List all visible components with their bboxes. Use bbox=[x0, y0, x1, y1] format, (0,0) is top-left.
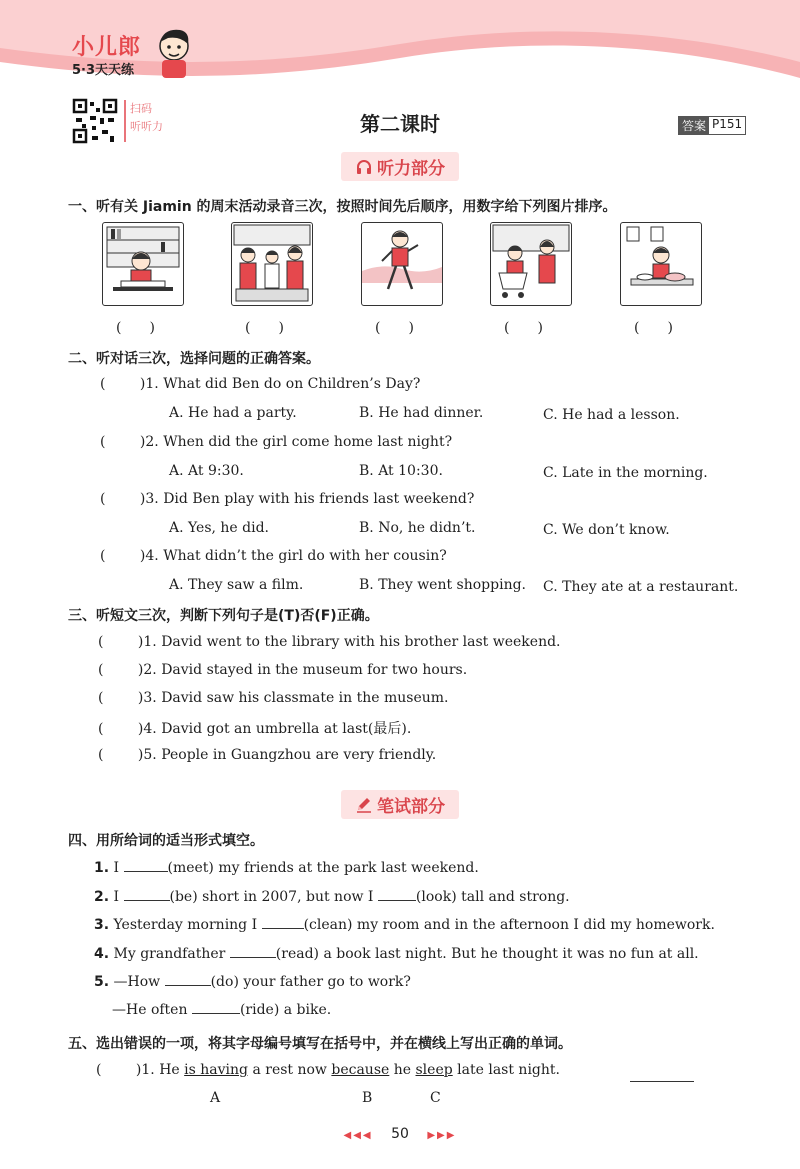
q4-item-1-text-b: my friends at the park last weekend. bbox=[213, 860, 479, 876]
q5-item-1: ( )1. He is having a rest now because he sleep late last night. bbox=[96, 1062, 560, 1078]
q5-item-1-text-d: late last night. bbox=[452, 1062, 560, 1078]
q3-item-4: ( )4. David got an umbrella at last(最后). bbox=[98, 721, 412, 737]
q4-item-1 bbox=[94, 860, 479, 876]
q4-item-4-text-b: a book last night. But he thought it was no fun at all. bbox=[319, 946, 699, 962]
q2-item-2-question: When did the girl come home last night? bbox=[163, 434, 453, 450]
q5-option-a-phrase: is having bbox=[184, 1062, 248, 1078]
picture-running-park bbox=[361, 222, 443, 306]
page-footer bbox=[0, 1126, 800, 1142]
q2-heading: 二、听对话三次，选择问题的正确答案。 bbox=[68, 351, 320, 367]
q3-item-4-number: 4. bbox=[143, 721, 162, 737]
q3-item-2-number: 2. bbox=[143, 662, 162, 678]
q2-item-4-option-c[interactable]: C. They ate at a restaurant. bbox=[543, 579, 739, 595]
writing-section-title: 笔试部分 bbox=[377, 797, 445, 817]
q5-option-c-phrase: sleep bbox=[415, 1062, 453, 1078]
scan-text: 扫码 bbox=[130, 102, 152, 115]
q4-item-2-blank-2[interactable] bbox=[378, 899, 416, 901]
q4-item-2-word-1: (be) bbox=[169, 889, 198, 905]
q5-letter-b: B bbox=[362, 1090, 373, 1106]
q1-heading: 一、听有关 Jiamin 的周末活动录音三次，按照时间先后顺序，用数字给下列图片排序。 bbox=[68, 199, 617, 215]
q4-item-1-word: (meet) bbox=[167, 860, 214, 876]
q4-item-5-reply bbox=[112, 1002, 331, 1018]
q5-item-1-number: 1. bbox=[141, 1062, 160, 1078]
page-title: 第二课时 bbox=[360, 112, 440, 136]
q4-item-2-text-c: tall and strong. bbox=[456, 889, 570, 905]
q4-item-3-text-b: my room and in the afternoon I did my homework. bbox=[352, 917, 715, 933]
q4-item-2-word-2: (look) bbox=[415, 889, 457, 905]
q4-item-4-text-a: My grandfather bbox=[109, 946, 230, 962]
q2-item-1-option-c[interactable]: C. He had a lesson. bbox=[543, 407, 680, 423]
q4-item-4-number: 4. bbox=[94, 946, 110, 962]
q4-heading: 四、用所给词的适当形式填空。 bbox=[68, 833, 264, 849]
q4-item-5-reply-text-a: —He often bbox=[112, 1002, 192, 1018]
q4-item-3 bbox=[94, 917, 715, 933]
page-number: 50 bbox=[391, 1126, 409, 1142]
q5-correction-blank[interactable] bbox=[630, 1081, 694, 1082]
q4-item-3-text-a: Yesterday morning I bbox=[109, 917, 262, 933]
q2-item-2-number: 2. bbox=[145, 434, 164, 450]
q2-item-3-number: 3. bbox=[145, 491, 164, 507]
writing-section-header bbox=[0, 790, 800, 819]
q2-item-2-option-a[interactable]: A. At 9:30. bbox=[169, 463, 244, 479]
q4-item-5-reply-word: (ride) bbox=[239, 1002, 280, 1018]
q3-item-1: ( )1. David went to the library with his brother last weekend. bbox=[98, 634, 561, 650]
q5-item-1-text-c: he bbox=[389, 1062, 416, 1078]
next-arrows-icon: ▶▶▶ bbox=[427, 1130, 457, 1141]
q4-item-5-blank[interactable] bbox=[165, 984, 211, 986]
q2-item-4-question: What didn’t the girl do with her cousin? bbox=[163, 548, 447, 564]
q5-letter-a: A bbox=[210, 1090, 221, 1106]
q2-item-2-option-c[interactable]: C. Late in the morning. bbox=[543, 465, 708, 481]
q4-item-5-text-a: —How bbox=[109, 974, 165, 990]
q4-item-1-blank[interactable] bbox=[124, 870, 168, 872]
q3-item-3-number: 3. bbox=[143, 690, 162, 706]
q4-item-5-number: 5. bbox=[94, 974, 110, 990]
q5-letter-c: C bbox=[430, 1090, 441, 1106]
q2-item-4-option-b[interactable]: B. They went shopping. bbox=[359, 577, 527, 593]
pencil-icon bbox=[355, 796, 373, 814]
answer-paren-4[interactable]: ( ) bbox=[504, 320, 543, 336]
headphones-icon bbox=[355, 158, 373, 176]
q2-item-4-number: 4. bbox=[145, 548, 164, 564]
q3-item-2: ( )2. David stayed in the museum for two hours. bbox=[98, 662, 468, 678]
q3-item-3-text: David saw his classmate in the museum. bbox=[161, 690, 449, 706]
picture-family-cinema bbox=[231, 222, 313, 306]
answer-label: 答案 bbox=[679, 117, 709, 134]
q3-item-3: ( )3. David saw his classmate in the museum. bbox=[98, 690, 449, 706]
q3-item-1-number: 1. bbox=[143, 634, 162, 650]
q4-item-1-text-a: I bbox=[109, 860, 124, 876]
q2-item-4-option-a[interactable]: A. They saw a film. bbox=[169, 577, 304, 593]
q4-item-5-reply-blank[interactable] bbox=[192, 1012, 240, 1014]
q4-item-2-number: 2. bbox=[94, 889, 110, 905]
q2-item-2: ( )2. When did the girl come home last night? bbox=[100, 434, 453, 450]
q2-item-3: ( )3. Did Ben play with his friends last weekend? bbox=[100, 491, 475, 507]
q4-item-1-number: 1. bbox=[94, 860, 110, 876]
q5-option-b-phrase: because bbox=[331, 1062, 390, 1078]
q4-item-4-blank[interactable] bbox=[230, 956, 276, 958]
q3-item-5: ( )5. People in Guangzhou are very friendly. bbox=[98, 747, 437, 763]
listen-text: 听听力 bbox=[130, 120, 163, 133]
listening-section-title: 听力部分 bbox=[377, 159, 445, 179]
answer-paren-2[interactable]: ( ) bbox=[245, 320, 284, 336]
q3-item-5-number: 5. bbox=[143, 747, 162, 763]
q4-item-2 bbox=[94, 889, 570, 905]
q4-item-2-text-a: I bbox=[109, 889, 124, 905]
q3-item-4-text: David got an umbrella at last(最后). bbox=[161, 721, 412, 737]
q2-item-1-question: What did Ben do on Children’s Day? bbox=[163, 376, 421, 392]
picture-restaurant bbox=[620, 222, 702, 306]
answer-paren-1[interactable]: ( ) bbox=[116, 320, 155, 336]
picture-reading-library bbox=[102, 222, 184, 306]
q5-item-1-text-a: He bbox=[159, 1062, 185, 1078]
q4-item-2-blank-1[interactable] bbox=[124, 899, 170, 901]
q2-item-3-option-a[interactable]: A. Yes, he did. bbox=[169, 520, 270, 536]
answer-reference bbox=[678, 116, 746, 135]
q2-item-1-option-b[interactable]: B. He had dinner. bbox=[359, 405, 484, 421]
q4-item-5-word: (do) bbox=[210, 974, 239, 990]
q4-item-3-blank[interactable] bbox=[262, 927, 304, 929]
q4-item-2-text-b: short in 2007, but now I bbox=[197, 889, 378, 905]
q3-heading: 三、听短文三次，判断下列句子是(T)否(F)正确。 bbox=[68, 608, 379, 624]
logo-title: 小儿郎 bbox=[72, 35, 142, 60]
q3-item-1-text: David went to the library with his brother last weekend. bbox=[161, 634, 561, 650]
q4-item-4 bbox=[94, 946, 699, 962]
answer-paren-3[interactable]: ( ) bbox=[375, 320, 414, 336]
q2-item-1-option-a[interactable]: A. He had a party. bbox=[169, 405, 297, 421]
q4-item-3-word: (clean) bbox=[303, 917, 353, 933]
q2-item-3-option-b[interactable]: B. No, he didn’t. bbox=[359, 520, 476, 536]
q2-item-1: ( )1. What did Ben do on Children’s Day? bbox=[100, 376, 421, 392]
q4-item-3-number: 3. bbox=[94, 917, 110, 933]
q5-heading: 五、选出错误的一项，将其字母编号填写在括号中，并在横线上写出正确的单词。 bbox=[68, 1036, 572, 1052]
listening-section-pill bbox=[341, 152, 459, 181]
mascot-boy-icon bbox=[150, 24, 198, 80]
answer-paren-5[interactable]: ( ) bbox=[634, 320, 673, 336]
q2-item-3-question: Did Ben play with his friends last weekend? bbox=[163, 491, 475, 507]
logo-subtitle: 5·3天天练 bbox=[72, 63, 135, 78]
q4-item-5-text-b: your father go to work? bbox=[238, 974, 411, 990]
q2-item-3-option-c[interactable]: C. We don’t know. bbox=[543, 522, 670, 538]
logo bbox=[72, 30, 141, 78]
q5-item-1-text-b: a rest now bbox=[248, 1062, 332, 1078]
prev-arrows-icon: ◀◀◀ bbox=[343, 1130, 373, 1141]
q2-item-4: ( )4. What didn’t the girl do with her cousin? bbox=[100, 548, 447, 564]
picture-shopping bbox=[490, 222, 572, 306]
q4-item-5 bbox=[94, 974, 411, 990]
q3-item-2-text: David stayed in the museum for two hours. bbox=[161, 662, 468, 678]
q4-item-4-word: (read) bbox=[275, 946, 320, 962]
q2-item-1-number: 1. bbox=[145, 376, 164, 392]
writing-section-pill bbox=[341, 790, 459, 819]
answer-page: P151 bbox=[712, 117, 743, 131]
listening-section-header bbox=[0, 152, 800, 181]
q2-item-2-option-b[interactable]: B. At 10:30. bbox=[359, 463, 443, 479]
q4-item-5-reply-text-b: a bike. bbox=[279, 1002, 332, 1018]
q3-item-5-text: People in Guangzhou are very friendly. bbox=[161, 747, 437, 763]
